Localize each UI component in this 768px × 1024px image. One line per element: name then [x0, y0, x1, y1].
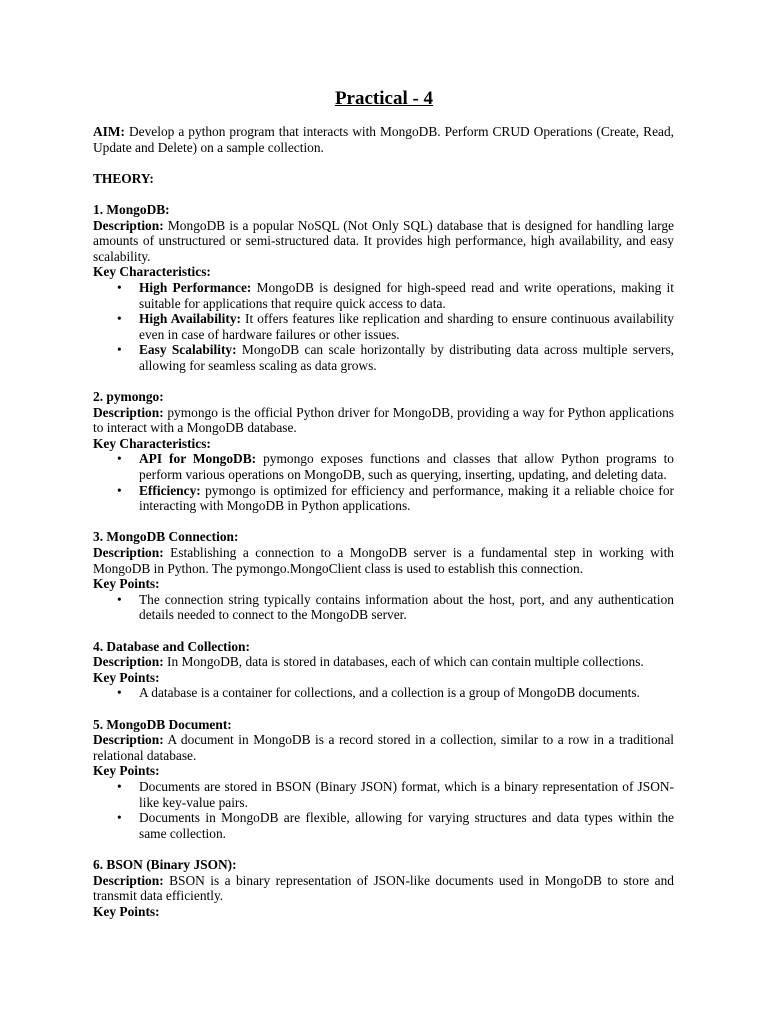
section-5-heading: 5. MongoDB Document: — [93, 716, 232, 732]
section-2-key-label: Key Characteristics: — [93, 435, 211, 451]
section-1-description: Description: MongoDB is a popular NoSQL (Not Only SQL) database that is designed for handling large amounts of unstructured or semi-structured data. It provides high performance, high availability, and easy scalability. — [93, 217, 674, 264]
section-3-description: Description: Establishing a connection to a MongoDB server is a fundamental step in working with MongoDB in Python. The pymongo.MongoClient class is used to establish this connection. — [93, 545, 674, 576]
section-3-list — [93, 592, 674, 623]
section-2-list — [93, 451, 674, 513]
aim-paragraph — [93, 124, 674, 155]
document-body — [93, 124, 674, 919]
page-title: Practical - 4 — [334, 88, 434, 109]
section-4-description: Description: In MongoDB, data is stored in databases, each of which can contain multiple collections. — [93, 654, 644, 670]
list-item: • Documents are stored in BSON (Binary JSON) format, which is a binary representation of JSON-like key-value pairs. — [139, 779, 674, 810]
list-item: • Documents in MongoDB are flexible, allowing for varying structures and data types within the same collection. — [139, 810, 674, 841]
section-3-key-label: Key Points: — [93, 576, 160, 592]
section-5-key-label: Key Points: — [93, 763, 160, 779]
list-item: • A database is a container for collections, and a collection is a group of MongoDB documents. — [139, 685, 674, 701]
section-1-key-label: Key Characteristics: — [93, 264, 211, 280]
theory-heading: THEORY: — [93, 170, 154, 186]
section-3-heading: 3. MongoDB Connection: — [93, 529, 239, 545]
list-item: • High Availability: It offers features like replication and sharding to ensure continuous availability even in case of hardware failures or other issues. — [139, 311, 674, 342]
section-4-list — [93, 685, 674, 701]
section-4-heading: 4. Database and Collection: — [93, 638, 250, 654]
section-5-description: Description: A document in MongoDB is a record stored in a collection, similar to a row in a traditional relational database. — [93, 732, 674, 763]
section-2-description: Description: pymongo is the official Python driver for MongoDB, providing a way for Python applications to interact with a MongoDB database. — [93, 404, 674, 436]
section-6-key-label: Key Points: — [93, 903, 160, 919]
section-1-heading: 1. MongoDB: — [93, 201, 170, 217]
section-2-heading: 2. pymongo: — [93, 389, 164, 405]
section-1-list — [93, 280, 674, 374]
section-5-list — [93, 779, 674, 841]
list-item: • Easy Scalability: MongoDB can scale horizontally by distributing data across multiple servers, allowing for seamless scaling as data grows. — [139, 342, 674, 373]
list-item: • API for MongoDB: pymongo exposes functions and classes that allow Python programs to perform various operations on MongoDB, such as querying, inserting, updating, and deleting data. — [139, 451, 674, 482]
aim-text: Develop a python program that interacts with MongoDB. Perform CRUD Operations (Create, Read, Update and Delete) on a sample collection. — [93, 124, 674, 155]
list-item: • The connection string typically contains information about the host, port, and any authentication details needed to connect to the MongoDB server. — [139, 592, 674, 623]
list-item: • Efficiency: pymongo is optimized for efficiency and performance, making it a reliable choice for interacting with MongoDB in Python applications. — [139, 483, 674, 514]
section-4-key-label: Key Points: — [93, 669, 160, 685]
list-item: • High Performance: MongoDB is designed for high-speed read and write operations, making it suitable for applications that require quick access to data. — [139, 280, 674, 311]
aim-label: AIM: — [93, 124, 125, 139]
section-6-heading: 6. BSON (Binary JSON): — [93, 856, 237, 872]
section-6-description: Description: BSON is a binary representation of JSON-like documents used in MongoDB to store and transmit data efficiently. — [93, 872, 674, 904]
